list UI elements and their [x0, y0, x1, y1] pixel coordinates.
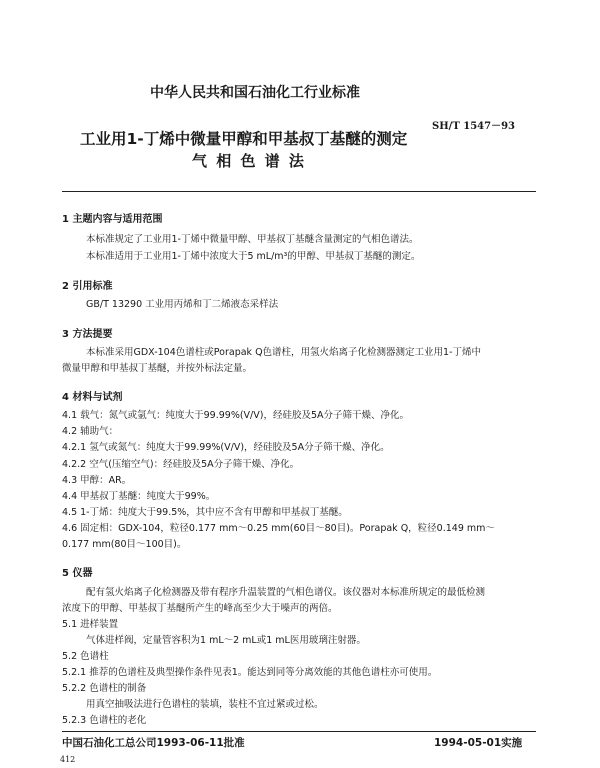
header-divider: [62, 191, 536, 192]
document-subtitle: 气 相 色 谱 法: [192, 152, 306, 170]
list-item: 5.2.3 色谱柱的老化: [62, 715, 147, 726]
section-heading: 5 仪器: [62, 568, 93, 579]
list-item: 4.6 固定相：GDX-104，粒径0.177 mm～0.25 mm(60目～80目)。Porapak Q，粒径0.149 mm～: [62, 523, 495, 534]
list-item: 4.4 甲基叔丁基醚：纯度大于99%。: [62, 491, 216, 502]
implementation-date: 1994-05-01实施: [434, 737, 523, 749]
paragraph-line: 浓度下的甲醇、甲基叔丁基醚所产生的峰高至少大于噪声的两倍。: [62, 603, 338, 614]
paragraph-line: 本标准规定了工业用1-丁烯中微量甲醇、甲基叔丁基醚含量测定的气相色谱法。: [86, 234, 419, 245]
list-item: 4.2.1 氢气或氮气：纯度大于99.99%(V/V)，经硅胶及5A分子筛干燥、净化。: [62, 442, 390, 453]
list-item: 5.2.2 色谱柱的制备: [62, 683, 147, 694]
list-item: 4.2 辅助气：: [62, 426, 119, 437]
document-title: 工业用1-丁烯中微量甲醇和甲基叔丁基醚的测定: [80, 130, 408, 148]
paragraph-line: 配有氢火焰离子化检测器及带有程序升温装置的气相色谱仪。该仪器对本标准所规定的最低检测: [86, 587, 486, 598]
section-heading: 2 引用标准: [62, 281, 113, 292]
paragraph-line: 微量甲醇和甲基叔丁基醚，并按外标法定量。: [62, 363, 253, 374]
footer-divider: [62, 731, 536, 732]
list-item: 5.1 进样装置: [62, 619, 119, 630]
paragraph-line: 气体进样阀，定量管容积为1 mL～2 mL或1 mL医用玻璃注射器。: [86, 635, 366, 646]
list-item: 4.1 载气：氮气或氩气：纯度大于99.99%(V/V)，经硅胶及5A分子筛干燥、净化。: [62, 410, 410, 421]
list-item: 5.2.1 推荐的色谱柱及典型操作条件见表1。能达到同等分离效能的其他色谱柱亦可使用。: [62, 667, 438, 678]
list-item: 4.3 甲醇：AR。: [62, 475, 132, 486]
page-number: 412: [60, 755, 76, 764]
standard-code: SH/T 1547－93: [432, 121, 515, 132]
paragraph-line: 用真空抽吸法进行色谱柱的装填，装柱不宜过紧或过松。: [86, 699, 324, 710]
list-item: 0.177 mm(80目～100目)。: [62, 539, 187, 550]
paragraph-line: 本标准适用于工业用1-丁烯中浓度大于5 mL/m³的甲醇、甲基叔丁基醚的测定。: [86, 251, 421, 262]
list-item: 4.2.2 空气(压缩空气)：经硅胶及5A分子筛干燥、净化。: [62, 459, 300, 470]
approval-date: 中国石油化工总公司1993-06-11批准: [62, 737, 245, 749]
section-heading: 3 方法提要: [62, 329, 113, 340]
list-item: 5.2 色谱柱: [62, 651, 109, 662]
section-heading: 1 主题内容与适用范围: [62, 214, 163, 225]
list-item: 4.5 1-丁烯：纯度大于99.5%，其中应不含有甲醇和甲基叔丁基醚。: [62, 507, 348, 518]
org-standard-title: 中华人民共和国石油化工行业标准: [150, 85, 360, 101]
section-heading: 4 材料与试剂: [62, 392, 123, 403]
paragraph-line: GB/T 13290 工业用丙烯和丁二烯液态采样法: [86, 299, 279, 310]
paragraph-line: 本标准采用GDX-104色谱柱或Porapak Q色谱柱，用氢火焰离子化检测器测定工业用1-丁烯中: [86, 347, 482, 358]
